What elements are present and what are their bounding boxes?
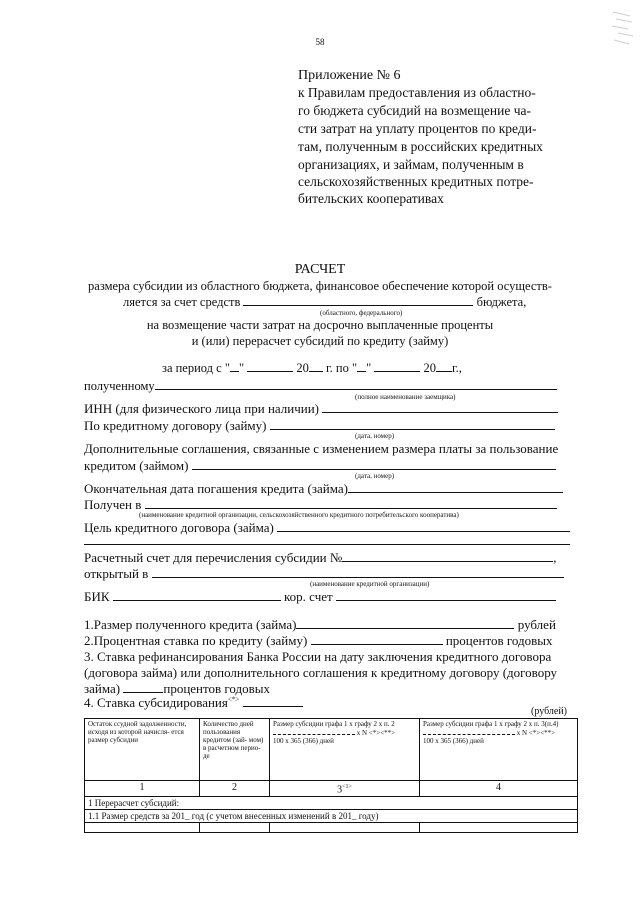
col-4-denominator: 100 х 365 (366) дней	[423, 737, 484, 745]
period-start-century: 20	[296, 361, 309, 375]
col-number-2: 2	[200, 781, 270, 797]
row-recalc: 1 Перерасчет субсидий:	[85, 797, 578, 810]
item-1-unit: рублей	[517, 617, 556, 632]
heading-line-2	[123, 295, 526, 310]
table-header-row	[85, 719, 578, 781]
addl-note: (дата, номер)	[355, 472, 395, 480]
table-cell[interactable]	[85, 823, 200, 833]
col-number-1: 1	[85, 781, 200, 797]
account-label: Расчетный счет для перечисления субсидии №	[84, 550, 343, 565]
appendix-line: организациях, и займам, полученным в	[298, 157, 524, 172]
header-col-2: Количество дней пользования кредитом (зай- мом) в расчетном перио- де	[200, 719, 270, 781]
heading-line-3: на возмещение части затрат на досрочно выплаченные проценты	[146, 318, 494, 332]
table-row	[85, 797, 578, 810]
period-end-century: 20	[423, 361, 436, 375]
item-3-suffix: процентов годовых	[163, 681, 271, 696]
header-col-4-title: Размер субсидии графа 1 х графу 2 х п. 3(п.4)	[423, 720, 559, 728]
col-number-4: 4	[420, 781, 578, 797]
account-line: Расчетный счет для перечисления субсидии № ,	[84, 550, 557, 565]
interest-rate-field[interactable]	[311, 634, 443, 645]
appendix-line: го бюджета субсидий на возмещение ча-	[298, 103, 531, 118]
heading-line-1: размера субсидии из областного бюджета, финансовое обеспечение которой осуществ-	[88, 279, 552, 293]
opened-field[interactable]	[152, 567, 564, 578]
period-quote: "	[366, 361, 372, 375]
col-number-3-value: 3	[337, 784, 343, 796]
item-2	[84, 633, 553, 649]
received-in-label: Получен в	[84, 497, 142, 512]
heading-line-2-suffix: бюджета,	[476, 295, 527, 309]
heading-line-4: и (или) перерасчет субсидий по кредиту (займу)	[191, 334, 449, 348]
table-row	[85, 823, 578, 833]
budget-field[interactable]	[243, 295, 473, 306]
document-title: РАСЧЕТ	[294, 262, 346, 277]
header-col-3	[270, 719, 420, 781]
period-start-month[interactable]	[247, 361, 293, 372]
item-4-label: 4. Ставка субсидирования	[84, 695, 228, 710]
addl-line-2	[84, 458, 556, 474]
received-in-field[interactable]	[145, 498, 557, 509]
credit-amount-field[interactable]	[296, 618, 514, 629]
period-end-month[interactable]	[374, 361, 420, 372]
table-cell[interactable]	[420, 823, 578, 833]
contract-label: По кредитному договору (займу)	[84, 418, 267, 433]
item-1	[84, 617, 556, 633]
item-4	[84, 695, 303, 711]
period-end-year[interactable]	[436, 361, 452, 372]
opened-note: (наименование кредитной организации)	[310, 580, 430, 588]
account-field[interactable]	[342, 551, 553, 562]
period-start-day[interactable]	[230, 361, 239, 372]
appendix-line: сельскохозяйственных кредитных потре-	[298, 174, 534, 189]
addl-line-1: Дополнительные соглашения, связанные с изменением размера платы за пользование	[84, 441, 559, 456]
table-cell[interactable]	[200, 823, 270, 833]
appendix-line: бительских кооперативах	[298, 191, 444, 206]
received-label: полученному	[84, 379, 155, 393]
corr-account-field[interactable]	[336, 590, 556, 601]
col-4-formula-tail: х N <*><**>	[516, 729, 556, 737]
purpose-label: Цель кредитного договора (займа)	[84, 520, 274, 535]
table-number-row	[85, 781, 578, 797]
appendix-title: Приложение № 6	[298, 68, 401, 83]
item-3-line-2: (договора займа) или дополнительного соглашения к кредитному договору (договору	[84, 665, 558, 680]
period-suffix: г.,	[451, 361, 462, 375]
row-1-1: 1.1 Размер средств за 201_ год (с учетом внесенных изменений в 201_ году)	[85, 810, 578, 823]
inn-line	[84, 401, 558, 417]
refinancing-rate-field[interactable]	[123, 682, 163, 693]
header-col-3-title: Размер субсидии графа 1 х графу 2 х п. 2	[273, 720, 395, 728]
corr-label: кор. счет	[284, 589, 333, 604]
contract-line	[84, 418, 555, 434]
header-col-4	[420, 719, 578, 781]
purpose-extra-field[interactable]	[84, 544, 570, 545]
calculation-table	[84, 718, 578, 833]
appendix-line: сти затрат на уплату процентов по креди-	[298, 121, 537, 136]
period-mid: г. по "	[325, 361, 358, 375]
subsidy-rate-field[interactable]	[243, 696, 303, 707]
final-date-label: Окончательная дата погашения кредита (займа)	[84, 481, 348, 496]
heading-line-2-prefix: ляется за счет средств	[123, 295, 241, 309]
contract-note: (дата, номер)	[355, 432, 395, 440]
bik-label: БИК	[84, 589, 110, 604]
col-3-sup: <1>	[342, 784, 352, 790]
header-col-3-formula	[273, 729, 416, 737]
addl-field[interactable]	[192, 459, 556, 470]
inn-label: ИНН (для физического лица при наличии)	[84, 401, 320, 416]
item-2-unit: процентов годовых	[445, 633, 553, 648]
table-unit: (рублей)	[531, 706, 568, 717]
received-in-note: (наименование кредитной организации, сельскохозяйственного кредитного потребительского кооператива)	[139, 511, 459, 519]
borrower-name-field[interactable]	[155, 379, 557, 390]
appendix-line: к Правилам предоставления из областно-	[298, 85, 536, 100]
purpose-field[interactable]	[277, 521, 570, 532]
period-line	[162, 361, 462, 376]
table-cell[interactable]	[270, 823, 420, 833]
item-2-label: 2.Процентная ставка по кредиту (займу)	[84, 633, 308, 648]
appendix-line: там, полученным в российских кредитных	[298, 139, 543, 154]
table-row	[85, 810, 578, 823]
col-3-denominator: 100 х 365 (366) дней	[273, 737, 334, 745]
budget-note: (областного, федерального)	[320, 309, 403, 317]
period-start-year[interactable]	[309, 361, 323, 372]
item-3-prefix: займа)	[84, 681, 121, 696]
received-line	[84, 379, 557, 394]
item-1-label: 1.Размер полученного кредита (займа)	[84, 617, 297, 632]
header-col-4-formula	[423, 729, 574, 737]
item-4-sup: <*>	[227, 695, 240, 704]
inn-field[interactable]	[322, 402, 558, 413]
final-date-field[interactable]	[348, 482, 563, 493]
col-3-formula-tail: х N <*><**>	[356, 729, 396, 737]
col-number-3	[270, 781, 420, 797]
addl-label: кредитом (займом)	[84, 458, 189, 473]
bik-field[interactable]	[113, 590, 281, 601]
period-end-day[interactable]	[357, 361, 366, 372]
period-quote: "	[238, 361, 245, 375]
item-3-line-1: 3. Ставка рефинансирования Банка России на дату заключения кредитного договора	[84, 649, 552, 664]
header-col-1: Остаток ссудной задолженности, исходя из которой начисля- ется размер субсидии	[85, 719, 200, 781]
bik-line	[84, 589, 556, 605]
purpose-line	[84, 520, 570, 536]
period-prefix: за период с "	[162, 361, 230, 375]
borrower-note: (полное наименование заемщика)	[355, 393, 456, 401]
opened-label: открытый в	[84, 566, 149, 581]
final-date-line	[84, 481, 563, 497]
page-number: 58	[315, 37, 325, 47]
contract-field[interactable]	[270, 419, 555, 430]
